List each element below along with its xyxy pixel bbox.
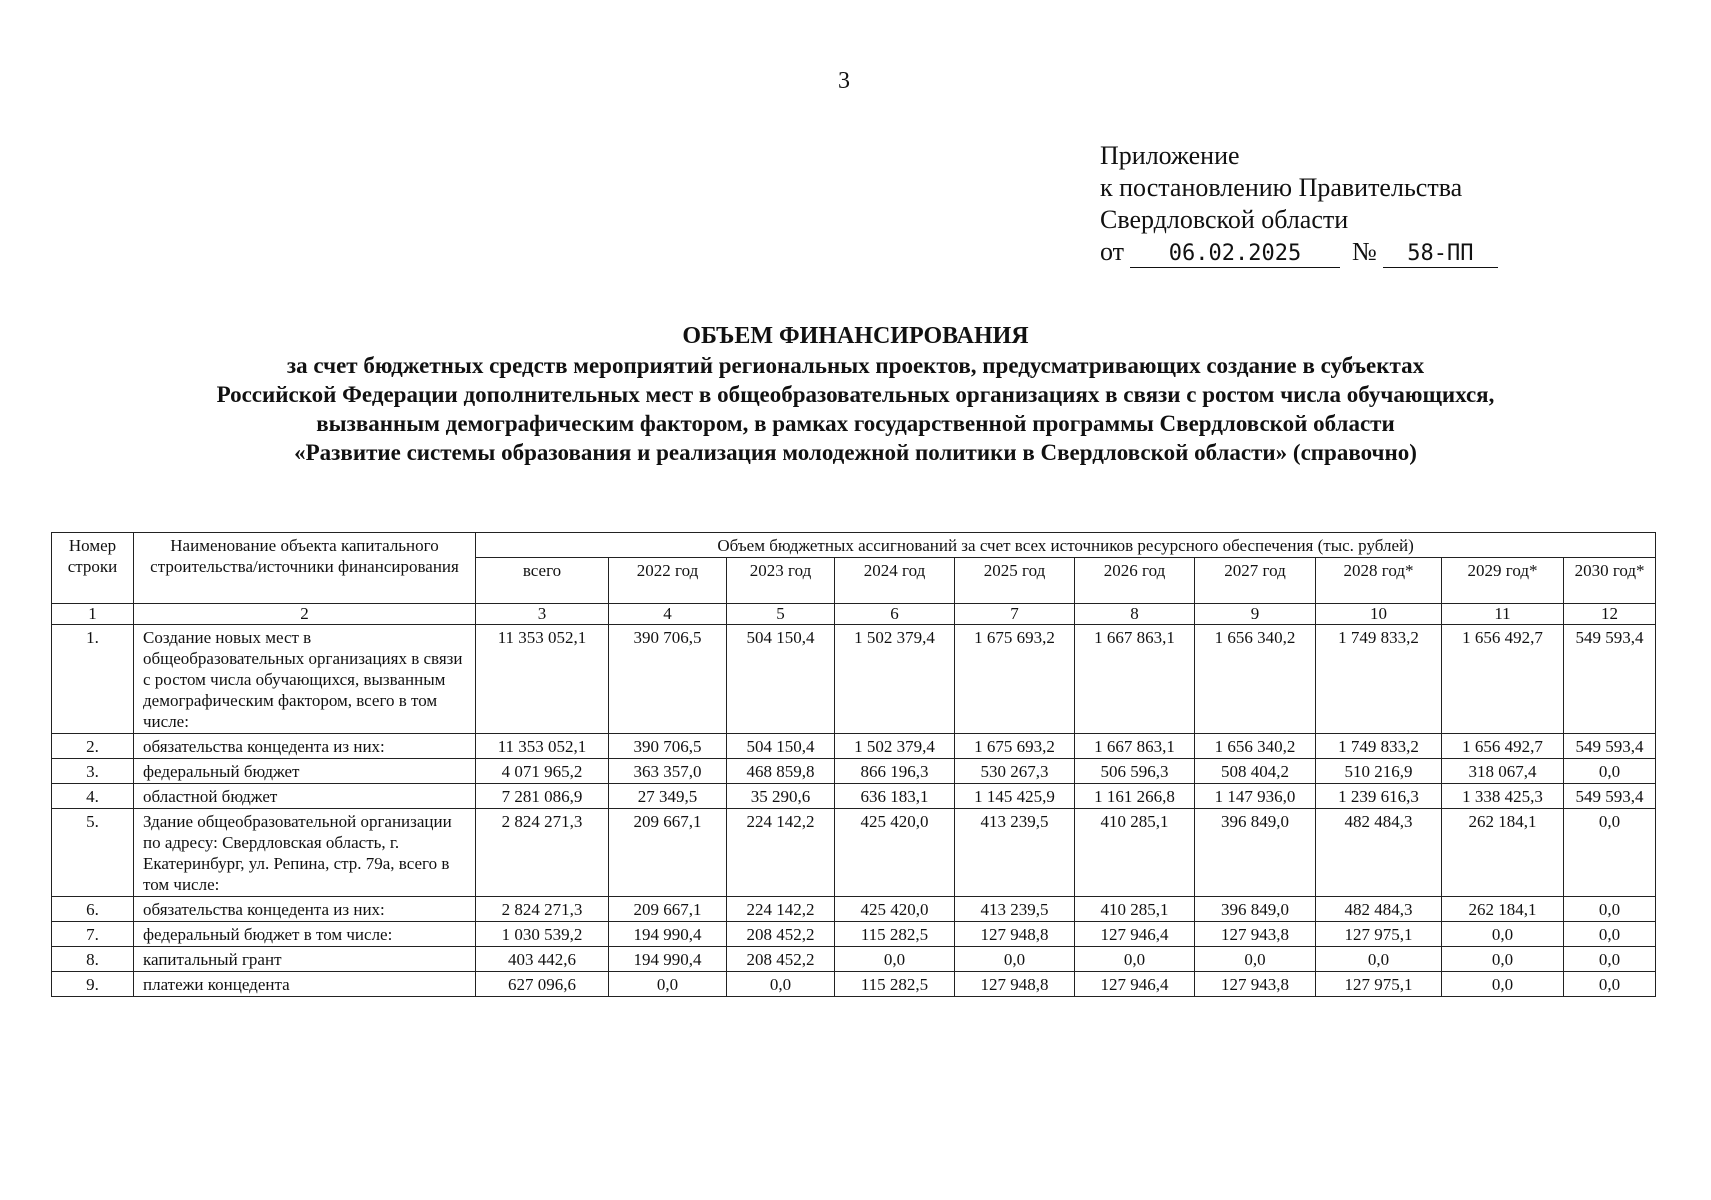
row-name: федеральный бюджет — [134, 759, 476, 784]
value-cell: 1 656 492,7 — [1442, 625, 1564, 734]
row-number: 7. — [52, 922, 134, 947]
header-object-name: Наименование объекта капитального строительства/источники финансирования — [134, 533, 476, 604]
title-line-2: Российской Федерации дополнительных мест в общеобразовательных организациях в связи с ростом числа обучающихся, — [216, 382, 1495, 407]
value-cell: 1 145 425,9 — [955, 784, 1075, 809]
value-cell: 403 442,6 — [476, 947, 609, 972]
value-cell: 1 502 379,4 — [835, 625, 955, 734]
value-cell: 549 593,4 — [1564, 625, 1656, 734]
value-cell: 208 452,2 — [727, 922, 835, 947]
value-cell: 209 667,1 — [609, 897, 727, 922]
document-title — [0, 322, 1711, 467]
column-index: 9 — [1195, 604, 1316, 625]
value-cell: 410 285,1 — [1075, 897, 1195, 922]
column-index: 8 — [1075, 604, 1195, 625]
column-index: 4 — [609, 604, 727, 625]
value-cell: 1 239 616,3 — [1316, 784, 1442, 809]
table-row — [52, 922, 1656, 947]
value-cell: 482 484,3 — [1316, 809, 1442, 897]
column-index: 1 — [52, 604, 134, 625]
column-index: 3 — [476, 604, 609, 625]
column-index: 10 — [1316, 604, 1442, 625]
row-number: 5. — [52, 809, 134, 897]
value-cell: 482 484,3 — [1316, 897, 1442, 922]
decree-number: 58-ПП — [1383, 241, 1498, 268]
value-cell: 0,0 — [1075, 947, 1195, 972]
value-cell: 208 452,2 — [727, 947, 835, 972]
value-cell: 1 502 379,4 — [835, 734, 955, 759]
table-row — [52, 809, 1656, 897]
value-cell: 1 675 693,2 — [955, 734, 1075, 759]
column-index: 6 — [835, 604, 955, 625]
value-cell: 209 667,1 — [609, 809, 727, 897]
header-2023: 2023 год — [727, 558, 835, 604]
value-cell: 194 990,4 — [609, 947, 727, 972]
appendix-line-1: Приложение — [1100, 141, 1240, 170]
value-cell: 636 183,1 — [835, 784, 955, 809]
value-cell: 0,0 — [1564, 922, 1656, 947]
value-cell: 0,0 — [1195, 947, 1316, 972]
value-cell: 127 948,8 — [955, 972, 1075, 997]
page-number: 3 — [838, 68, 850, 94]
value-cell: 127 943,8 — [1195, 972, 1316, 997]
value-cell: 530 267,3 — [955, 759, 1075, 784]
row-number: 9. — [52, 972, 134, 997]
value-cell: 866 196,3 — [835, 759, 955, 784]
title-line-1: за счет бюджетных средств мероприятий региональных проектов, предусматривающих создание в субъектах — [286, 353, 1425, 378]
value-cell: 549 593,4 — [1564, 784, 1656, 809]
value-cell: 1 749 833,2 — [1316, 625, 1442, 734]
value-cell: 413 239,5 — [955, 897, 1075, 922]
appendix-block — [1100, 140, 1498, 268]
header-2022: 2022 год — [609, 558, 727, 604]
value-cell: 396 849,0 — [1195, 809, 1316, 897]
row-name: платежи концедента — [134, 972, 476, 997]
value-cell: 0,0 — [955, 947, 1075, 972]
value-cell: 410 285,1 — [1075, 809, 1195, 897]
header-2029: 2029 год* — [1442, 558, 1564, 604]
value-cell: 0,0 — [1564, 759, 1656, 784]
row-name: обязательства концедента из них: — [134, 734, 476, 759]
appendix-date-line — [1100, 236, 1498, 268]
financing-table — [51, 532, 1656, 997]
value-cell: 508 404,2 — [1195, 759, 1316, 784]
value-cell: 0,0 — [609, 972, 727, 997]
value-cell: 115 282,5 — [835, 922, 955, 947]
table-row — [52, 759, 1656, 784]
row-number: 6. — [52, 897, 134, 922]
value-cell: 127 975,1 — [1316, 922, 1442, 947]
header-appropriations: Объем бюджетных ассигнований за счет всех источников ресурсного обеспечения (тыс. рублей) — [476, 533, 1656, 558]
row-number: 8. — [52, 947, 134, 972]
title-main: ОБЪЕМ ФИНАНСИРОВАНИЯ — [682, 323, 1029, 349]
row-number: 3. — [52, 759, 134, 784]
value-cell: 468 859,8 — [727, 759, 835, 784]
row-name: Создание новых мест в общеобразовательных организациях в связи с ростом числа обучающихся, вызванным демографическим фактором, всего в том числе: — [134, 625, 476, 734]
column-index: 7 — [955, 604, 1075, 625]
value-cell: 35 290,6 — [727, 784, 835, 809]
row-name: областной бюджет — [134, 784, 476, 809]
value-cell: 0,0 — [1564, 897, 1656, 922]
header-total: всего — [476, 558, 609, 604]
value-cell: 1 656 340,2 — [1195, 734, 1316, 759]
value-cell: 510 216,9 — [1316, 759, 1442, 784]
row-name: обязательства концедента из них: — [134, 897, 476, 922]
value-cell: 506 596,3 — [1075, 759, 1195, 784]
value-cell: 0,0 — [1442, 947, 1564, 972]
header-2028: 2028 год* — [1316, 558, 1442, 604]
value-cell: 1 675 693,2 — [955, 625, 1075, 734]
value-cell: 549 593,4 — [1564, 734, 1656, 759]
table-row — [52, 734, 1656, 759]
column-index: 11 — [1442, 604, 1564, 625]
header-2024: 2024 год — [835, 558, 955, 604]
header-2026: 2026 год — [1075, 558, 1195, 604]
value-cell: 115 282,5 — [835, 972, 955, 997]
from-label: от — [1100, 237, 1125, 266]
value-cell: 1 667 863,1 — [1075, 734, 1195, 759]
value-cell: 0,0 — [1564, 947, 1656, 972]
value-cell: 390 706,5 — [609, 734, 727, 759]
value-cell: 363 357,0 — [609, 759, 727, 784]
value-cell: 224 142,2 — [727, 809, 835, 897]
row-number: 1. — [52, 625, 134, 734]
value-cell: 1 656 340,2 — [1195, 625, 1316, 734]
column-index: 5 — [727, 604, 835, 625]
value-cell: 1 338 425,3 — [1442, 784, 1564, 809]
table-row — [52, 784, 1656, 809]
appendix-line-3: Свердловской области — [1100, 205, 1349, 234]
value-cell: 504 150,4 — [727, 625, 835, 734]
value-cell: 318 067,4 — [1442, 759, 1564, 784]
value-cell: 1 656 492,7 — [1442, 734, 1564, 759]
value-cell: 425 420,0 — [835, 809, 955, 897]
value-cell: 262 184,1 — [1442, 897, 1564, 922]
value-cell: 1 667 863,1 — [1075, 625, 1195, 734]
row-name: капитальный грант — [134, 947, 476, 972]
title-line-3: вызванным демографическим фактором, в рамках государственной программы Свердловской области — [316, 411, 1395, 436]
table-row — [52, 972, 1656, 997]
row-number: 2. — [52, 734, 134, 759]
value-cell: 1 161 266,8 — [1075, 784, 1195, 809]
row-name: Здание общеобразовательной организации по адресу: Свердловская область, г. Екатеринбург, ул. Репина, стр. 79а, всего в том числе: — [134, 809, 476, 897]
value-cell: 127 943,8 — [1195, 922, 1316, 947]
value-cell: 2 824 271,3 — [476, 897, 609, 922]
header-2025: 2025 год — [955, 558, 1075, 604]
value-cell: 390 706,5 — [609, 625, 727, 734]
value-cell: 127 948,8 — [955, 922, 1075, 947]
value-cell: 262 184,1 — [1442, 809, 1564, 897]
value-cell: 396 849,0 — [1195, 897, 1316, 922]
value-cell: 1 147 936,0 — [1195, 784, 1316, 809]
value-cell: 0,0 — [1316, 947, 1442, 972]
value-cell: 27 349,5 — [609, 784, 727, 809]
value-cell: 0,0 — [1564, 809, 1656, 897]
value-cell: 127 946,4 — [1075, 922, 1195, 947]
value-cell: 1 030 539,2 — [476, 922, 609, 947]
appendix-line-2: к постановлению Правительства — [1100, 173, 1463, 202]
column-index: 12 — [1564, 604, 1656, 625]
table-row — [52, 947, 1656, 972]
header-2027: 2027 год — [1195, 558, 1316, 604]
column-index: 2 — [134, 604, 476, 625]
value-cell: 11 353 052,1 — [476, 625, 609, 734]
value-cell: 627 096,6 — [476, 972, 609, 997]
title-line-4: «Развитие системы образования и реализация молодежной политики в Свердловской области» (справочно) — [294, 440, 1417, 465]
header-2030: 2030 год* — [1564, 558, 1656, 604]
value-cell: 413 239,5 — [955, 809, 1075, 897]
column-index-row — [52, 604, 1656, 625]
decree-date: 06.02.2025 — [1130, 241, 1340, 268]
value-cell: 0,0 — [727, 972, 835, 997]
value-cell: 2 824 271,3 — [476, 809, 609, 897]
value-cell: 1 749 833,2 — [1316, 734, 1442, 759]
header-row-number: Номер строки — [52, 533, 134, 604]
value-cell: 0,0 — [1564, 972, 1656, 997]
table-row — [52, 625, 1656, 734]
row-name: федеральный бюджет в том числе: — [134, 922, 476, 947]
value-cell: 504 150,4 — [727, 734, 835, 759]
value-cell: 127 946,4 — [1075, 972, 1195, 997]
value-cell: 0,0 — [1442, 922, 1564, 947]
value-cell: 7 281 086,9 — [476, 784, 609, 809]
value-cell: 11 353 052,1 — [476, 734, 609, 759]
value-cell: 127 975,1 — [1316, 972, 1442, 997]
value-cell: 0,0 — [835, 947, 955, 972]
value-cell: 425 420,0 — [835, 897, 955, 922]
table-row — [52, 897, 1656, 922]
number-sign: № — [1352, 237, 1377, 266]
value-cell: 224 142,2 — [727, 897, 835, 922]
value-cell: 0,0 — [1442, 972, 1564, 997]
value-cell: 194 990,4 — [609, 922, 727, 947]
value-cell: 4 071 965,2 — [476, 759, 609, 784]
row-number: 4. — [52, 784, 134, 809]
